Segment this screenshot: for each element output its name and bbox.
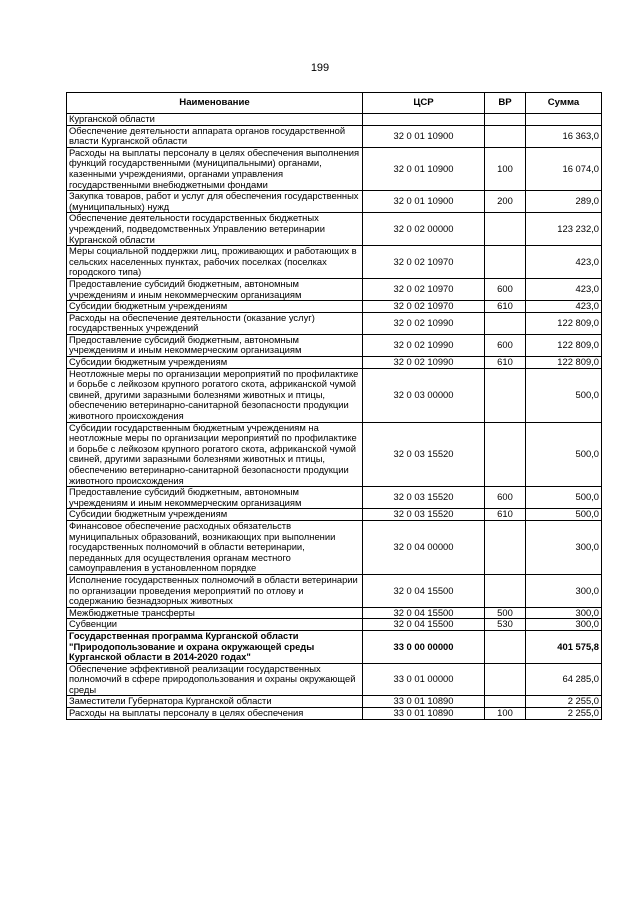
table-row <box>67 357 602 369</box>
sum-cell: 64 285,0 <box>526 663 602 696</box>
table-row <box>67 422 602 487</box>
csr-cell: 32 0 04 00000 <box>363 520 485 574</box>
sum-cell: 122 809,0 <box>526 312 602 334</box>
table-row <box>67 334 602 356</box>
table-row <box>67 147 602 190</box>
name-cell: Меры социальной поддержки лиц, проживающих и работающих в сельских населенных пунктах, рабочих поселках (поселках городского типа) <box>67 246 363 279</box>
name-cell: Обеспечение эффективной реализации государственных полномочий в сфере природопользования и охраны окружающей среды <box>67 663 363 696</box>
header-vr: ВР <box>485 93 526 114</box>
vr-cell: 600 <box>485 487 526 509</box>
vr-cell: 100 <box>485 708 526 720</box>
csr-cell: 32 0 02 00000 <box>363 213 485 246</box>
sum-cell: 423,0 <box>526 246 602 279</box>
sum-cell: 289,0 <box>526 191 602 213</box>
page-number: 199 <box>310 62 330 74</box>
csr-cell: 32 0 02 10970 <box>363 246 485 279</box>
name-cell: Неотложные меры по организации мероприятий по профилактике и борьбе с лейкозом крупного рогатого скота, африканской чумой свиней, другими заразными болезнями животных и птицы, обеспечению ветеринарно-санитарной безопасности продукции животного происхождения <box>67 368 363 422</box>
vr-cell <box>485 422 526 487</box>
csr-cell: 32 0 03 15520 <box>363 509 485 521</box>
csr-cell: 32 0 04 15500 <box>363 607 485 619</box>
table-row <box>67 278 602 300</box>
table-row <box>67 574 602 607</box>
csr-cell: 32 0 01 10900 <box>363 125 485 147</box>
csr-cell: 32 0 01 10900 <box>363 191 485 213</box>
sum-cell: 500,0 <box>526 509 602 521</box>
sum-cell: 500,0 <box>526 487 602 509</box>
budget-table <box>66 92 602 720</box>
table-row <box>67 630 602 663</box>
csr-cell: 33 0 01 10890 <box>363 708 485 720</box>
table-row <box>67 607 602 619</box>
vr-cell <box>485 574 526 607</box>
csr-cell: 32 0 02 10990 <box>363 334 485 356</box>
sum-cell: 16 363,0 <box>526 125 602 147</box>
sum-cell: 300,0 <box>526 520 602 574</box>
name-cell: Межбюджетные трансферты <box>67 607 363 619</box>
sum-cell: 123 232,0 <box>526 213 602 246</box>
csr-cell: 33 0 01 00000 <box>363 663 485 696</box>
name-cell: Предоставление субсидий бюджетным, автономным учреждениям и иным некоммерческим организациям <box>67 487 363 509</box>
table-row <box>67 663 602 696</box>
vr-cell: 100 <box>485 147 526 190</box>
name-cell: Предоставление субсидий бюджетным, автономным учреждениям и иным некоммерческим организациям <box>67 278 363 300</box>
vr-cell <box>485 312 526 334</box>
name-cell: Обеспечение деятельности государственных бюджетных учреждений, подведомственных Управлению ветеринарии Курганской области <box>67 213 363 246</box>
name-cell: Исполнение государственных полномочий в области ветеринарии по организации проведения мероприятий по отлову и содержанию безнадзорных животных <box>67 574 363 607</box>
vr-cell: 610 <box>485 509 526 521</box>
sum-cell: 500,0 <box>526 422 602 487</box>
csr-cell: 32 0 03 15520 <box>363 487 485 509</box>
sum-cell: 500,0 <box>526 368 602 422</box>
table-body <box>67 114 602 720</box>
name-cell: Субсидии государственным бюджетным учреждениям на неотложные меры по организации мероприятий по профилактике и борьбе с лейкозом крупного рогатого скота, африканской чумой свиней, другими заразными болезнями животных и птицы, обеспечению ветеринарно-санитарной безопасности продукции животного происхождения <box>67 422 363 487</box>
vr-cell <box>485 368 526 422</box>
vr-cell: 200 <box>485 191 526 213</box>
csr-cell <box>363 114 485 126</box>
name-cell: Расходы на обеспечение деятельности (оказание услуг) государственных учреждений <box>67 312 363 334</box>
name-cell: Предоставление субсидий бюджетным, автономным учреждениям и иным некоммерческим организациям <box>67 334 363 356</box>
sum-cell: 122 809,0 <box>526 357 602 369</box>
table-row <box>67 509 602 521</box>
vr-cell <box>485 696 526 708</box>
table-row <box>67 246 602 279</box>
csr-cell: 33 0 01 10890 <box>363 696 485 708</box>
csr-cell: 32 0 02 10970 <box>363 301 485 313</box>
csr-cell: 32 0 02 10970 <box>363 278 485 300</box>
csr-cell: 33 0 00 00000 <box>363 630 485 663</box>
csr-cell: 32 0 03 15520 <box>363 422 485 487</box>
sum-cell: 300,0 <box>526 574 602 607</box>
sum-cell: 2 255,0 <box>526 708 602 720</box>
name-cell: Субсидии бюджетным учреждениям <box>67 509 363 521</box>
table-row <box>67 312 602 334</box>
vr-cell: 610 <box>485 301 526 313</box>
name-cell: Курганской области <box>67 114 363 126</box>
sum-cell: 2 255,0 <box>526 696 602 708</box>
vr-cell: 600 <box>485 278 526 300</box>
name-cell: Государственная программа Курганской области "Природопользование и охрана окружающей среды Курганской области в 2014-2020 годах" <box>67 630 363 663</box>
vr-cell <box>485 520 526 574</box>
vr-cell <box>485 630 526 663</box>
vr-cell <box>485 125 526 147</box>
table-row <box>67 520 602 574</box>
csr-cell: 32 0 04 15500 <box>363 619 485 631</box>
header-sum: Сумма <box>526 93 602 114</box>
vr-cell <box>485 246 526 279</box>
vr-cell <box>485 114 526 126</box>
table-row <box>67 619 602 631</box>
header-csr: ЦСР <box>363 93 485 114</box>
sum-cell <box>526 114 602 126</box>
table-row <box>67 487 602 509</box>
name-cell: Заместители Губернатора Курганской области <box>67 696 363 708</box>
csr-cell: 32 0 01 10900 <box>363 147 485 190</box>
header-name: Наименование <box>67 93 363 114</box>
sum-cell: 423,0 <box>526 301 602 313</box>
name-cell: Расходы на выплаты персоналу в целях обеспечения <box>67 708 363 720</box>
table-row <box>67 125 602 147</box>
csr-cell: 32 0 03 00000 <box>363 368 485 422</box>
table-row <box>67 696 602 708</box>
sum-cell: 16 074,0 <box>526 147 602 190</box>
vr-cell: 610 <box>485 357 526 369</box>
vr-cell: 500 <box>485 607 526 619</box>
csr-cell: 32 0 02 10990 <box>363 312 485 334</box>
table-row <box>67 191 602 213</box>
table-row <box>67 708 602 720</box>
csr-cell: 32 0 02 10990 <box>363 357 485 369</box>
table-row <box>67 301 602 313</box>
sum-cell: 300,0 <box>526 607 602 619</box>
table-header-row <box>67 93 602 114</box>
vr-cell <box>485 663 526 696</box>
vr-cell: 600 <box>485 334 526 356</box>
sum-cell: 122 809,0 <box>526 334 602 356</box>
name-cell: Расходы на выплаты персоналу в целях обеспечения выполнения функций государственными (муниципальными) органами, казенными учреждениями, органами управления государственными внебюджетными фондами <box>67 147 363 190</box>
vr-cell: 530 <box>485 619 526 631</box>
table-row <box>67 114 602 126</box>
vr-cell <box>485 213 526 246</box>
sum-cell: 300,0 <box>526 619 602 631</box>
sum-cell: 401 575,8 <box>526 630 602 663</box>
name-cell: Субвенции <box>67 619 363 631</box>
name-cell: Субсидии бюджетным учреждениям <box>67 301 363 313</box>
name-cell: Субсидии бюджетным учреждениям <box>67 357 363 369</box>
name-cell: Финансовое обеспечение расходных обязательств муниципальных образований, возникающих при выполнении государственных полномочий в области ветеринарии, переданных для осуществления органам местного самоуправления в установленном порядке <box>67 520 363 574</box>
csr-cell: 32 0 04 15500 <box>363 574 485 607</box>
name-cell: Закупка товаров, работ и услуг для обеспечения государственных (муниципальных) нужд <box>67 191 363 213</box>
sum-cell: 423,0 <box>526 278 602 300</box>
table-row <box>67 213 602 246</box>
table-row <box>67 368 602 422</box>
name-cell: Обеспечение деятельности аппарата органов государственной власти Курганской области <box>67 125 363 147</box>
